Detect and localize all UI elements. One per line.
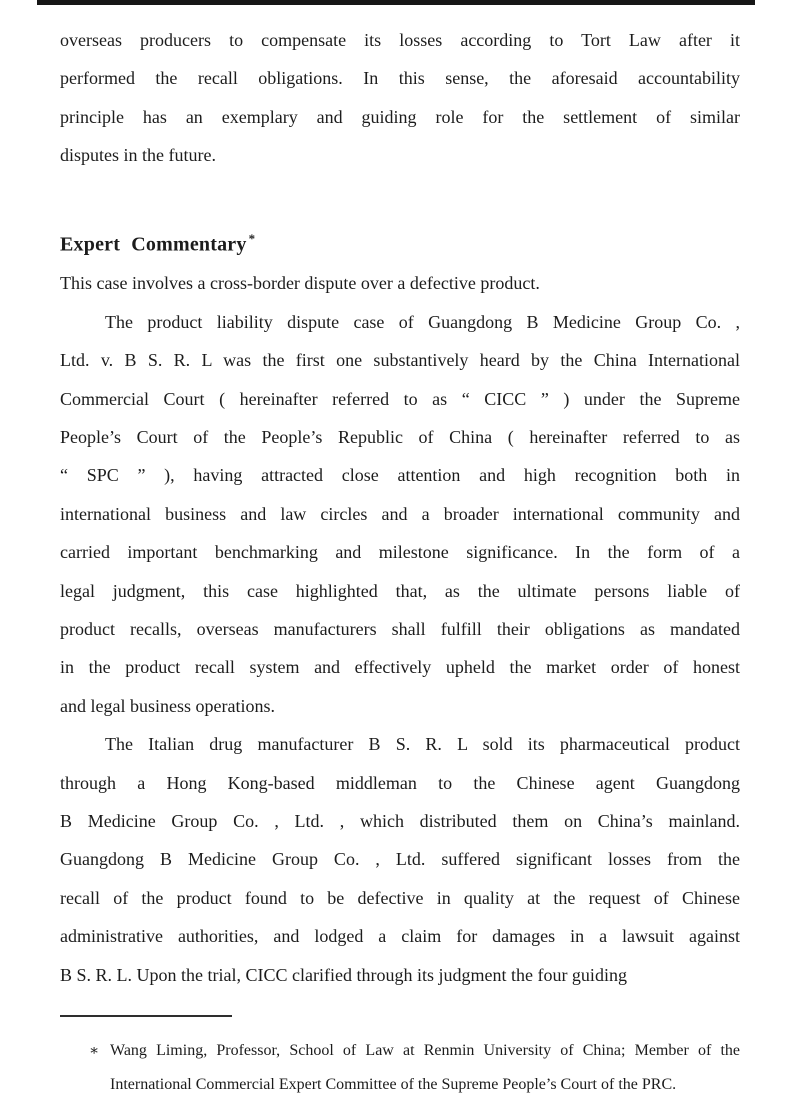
body-line: legal judgment, this case highlighted that, as the ultimate persons liable of [60, 580, 740, 601]
body-line: This case involves a cross-border dispute over a defective product. [60, 273, 540, 294]
body-line: overseas producers to compensate its losses according to Tort Law after it [60, 30, 740, 50]
body-line: performed the recall obligations. In this sense, the aforesaid accountability [60, 68, 740, 89]
body-line: principle has an exemplary and guiding role for the settlement of similar [60, 106, 740, 127]
section-heading-text: Expert Commentary [60, 233, 247, 256]
page-header-band [37, 0, 755, 5]
footnote-reference-marker: * [248, 231, 256, 247]
body-line: Commercial Court ( hereinafter referred to as “ CICC ” ) under the Supreme [60, 388, 740, 409]
section-gap [60, 175, 740, 221]
body-line: administrative authorities, and lodged a claim for damages in a lawsuit against [60, 926, 740, 947]
body-line: The product liability dispute case of Guangdong B Medicine Group Co. , [105, 311, 740, 332]
body-line: “ SPC ” ), having attracted close attention and high recognition both in [60, 465, 740, 486]
footnote-text: Wang Liming, Professor, School of Law at Renmin University of China; Member of the [110, 1042, 740, 1059]
body-line: through a Hong Kong-based middleman to the Chinese agent Guangdong [60, 772, 740, 793]
body-line: recall of the product found to be defective in quality at the request of Chinese [60, 887, 740, 908]
body-line: Ltd. v. B S. R. L was the first one substantively heard by the China International [60, 350, 740, 371]
footnote-text: International Commercial Expert Committee of the Supreme People’s Court of the PRC. [110, 1076, 677, 1093]
body-line: product recalls, overseas manufacturers shall fulfill their obligations as mandated [60, 618, 740, 639]
body-line: The Italian drug manufacturer B S. R. L sold its pharmaceutical product [105, 734, 740, 755]
body-line: Guangdong B Medicine Group Co. , Ltd. suffered significant losses from the [60, 849, 740, 870]
footnote-divider [60, 1015, 232, 1017]
body-line: People’s Court of the People’s Republic of China ( hereinafter referred to as [60, 426, 740, 447]
body-line: in the product recall system and effectively upheld the market order of honest [60, 657, 740, 678]
body-text [60, 21, 740, 994]
footnote [89, 1034, 740, 1102]
footnote-line [110, 1068, 740, 1102]
body-line: B Medicine Group Co. , Ltd. , which distributed them on China’s mainland. [60, 810, 740, 831]
body-line: disputes in the future. [60, 145, 216, 166]
body-line: B S. R. L. Upon the trial, CICC clarified through its judgment the four guiding [60, 964, 627, 985]
body-line: carried important benchmarking and milestone significance. In the form of a [60, 542, 740, 563]
section-heading [60, 220, 740, 264]
footnote-marker: ∗ [89, 1043, 100, 1059]
footnote-line [89, 1034, 740, 1068]
body-line: international business and law circles and a broader international community and [60, 503, 740, 524]
body-line: and legal business operations. [60, 695, 275, 716]
